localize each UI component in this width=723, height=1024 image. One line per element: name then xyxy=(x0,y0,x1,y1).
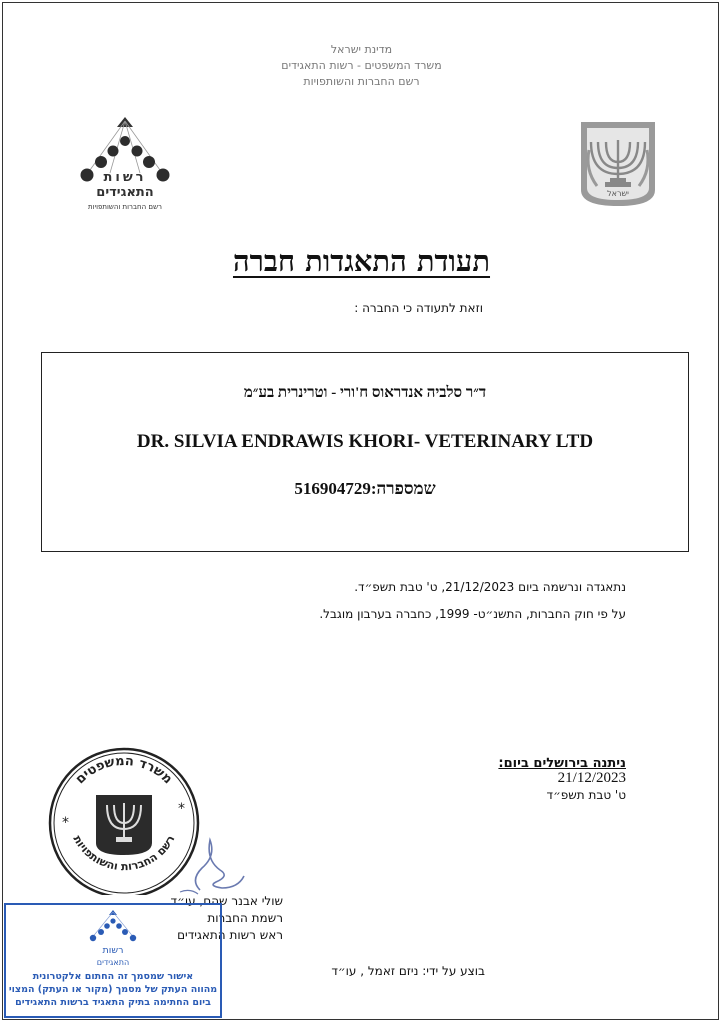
company-name-english: DR. SILVIA ENDRAWIS KHORI- VETERINARY LTD xyxy=(136,431,594,452)
logo-name-bottom: התאגידים xyxy=(96,185,154,200)
corporations-authority-logo xyxy=(65,115,185,215)
e-sign-line-1: אישור שמסמך זה החתום אלקטרונית xyxy=(32,971,194,982)
emblem-caption: ישראל xyxy=(607,189,629,198)
issuer-header xyxy=(0,42,723,90)
electronic-signature-box xyxy=(4,903,222,1018)
signatory-name: שולי אבנר שהם, עו״ד xyxy=(170,894,283,908)
stamp-text-top: משרד המשפטים xyxy=(72,753,176,788)
signatory-role-head: ראש רשות התאגידים xyxy=(177,928,283,942)
logo-subtitle: רשם החברות והשותפויות xyxy=(88,203,162,211)
header-line-registrar: רשם החברות והשותפויות xyxy=(303,75,420,88)
stamp-text-bottom: רשם החברות והשותפויות xyxy=(70,833,178,874)
registration-date-line: נתאגדה ונרשמה ביום 21/12/2023, ט' טבת תשפ״ד. xyxy=(354,580,626,594)
logo-name-top: רשות xyxy=(103,170,147,185)
issued-date: 21/12/2023 xyxy=(557,770,626,786)
svg-text:*: * xyxy=(178,801,185,817)
certificate-intro: וזאת לתעודה כי החברה : xyxy=(354,301,483,315)
header-line-ministry: משרד המשפטים - רשות התאגידים xyxy=(281,59,442,72)
issued-hebrew-date: ט' טבת תשפ״ד xyxy=(546,788,626,802)
registration-law-line: על פי חוק החברות, התשנ״ט- 1999, כחברה בערבון מוגבל. xyxy=(319,607,626,621)
handwritten-signature xyxy=(160,830,250,900)
header-line-state: מדינת ישראל xyxy=(330,43,393,56)
e-sign-logo-top: רשות xyxy=(102,945,124,956)
signatory-role-registrar: רשמת החברות xyxy=(207,911,283,925)
company-details-box xyxy=(41,352,689,552)
e-sign-line-2: מהווה העתק של מסמך (מקור או העתק) המצוי xyxy=(8,984,218,995)
e-sign-line-3: ביום החתימה בתיק התאגיד ברשות התאגידים xyxy=(15,997,211,1008)
company-number-row xyxy=(42,479,688,499)
issued-label: ניתנה בירושלים ביום: xyxy=(498,756,626,771)
executed-by: בוצע על ידי: ניזם זאמל , עו״ד xyxy=(331,964,485,978)
svg-text:*: * xyxy=(62,815,69,831)
certificate-title: תעודת התאגדות חברה xyxy=(232,244,491,278)
state-emblem xyxy=(577,120,659,208)
pyramid-spheres-icon xyxy=(83,909,143,943)
company-name-hebrew: ד״ר סלביה אנדראוס ח'ורי - וטרינרית בע״מ xyxy=(243,385,487,401)
company-number-label: שמספרה: xyxy=(370,479,436,498)
e-sign-logo-bottom: התאגידים xyxy=(96,958,130,967)
company-number: 516904729 xyxy=(294,479,371,498)
